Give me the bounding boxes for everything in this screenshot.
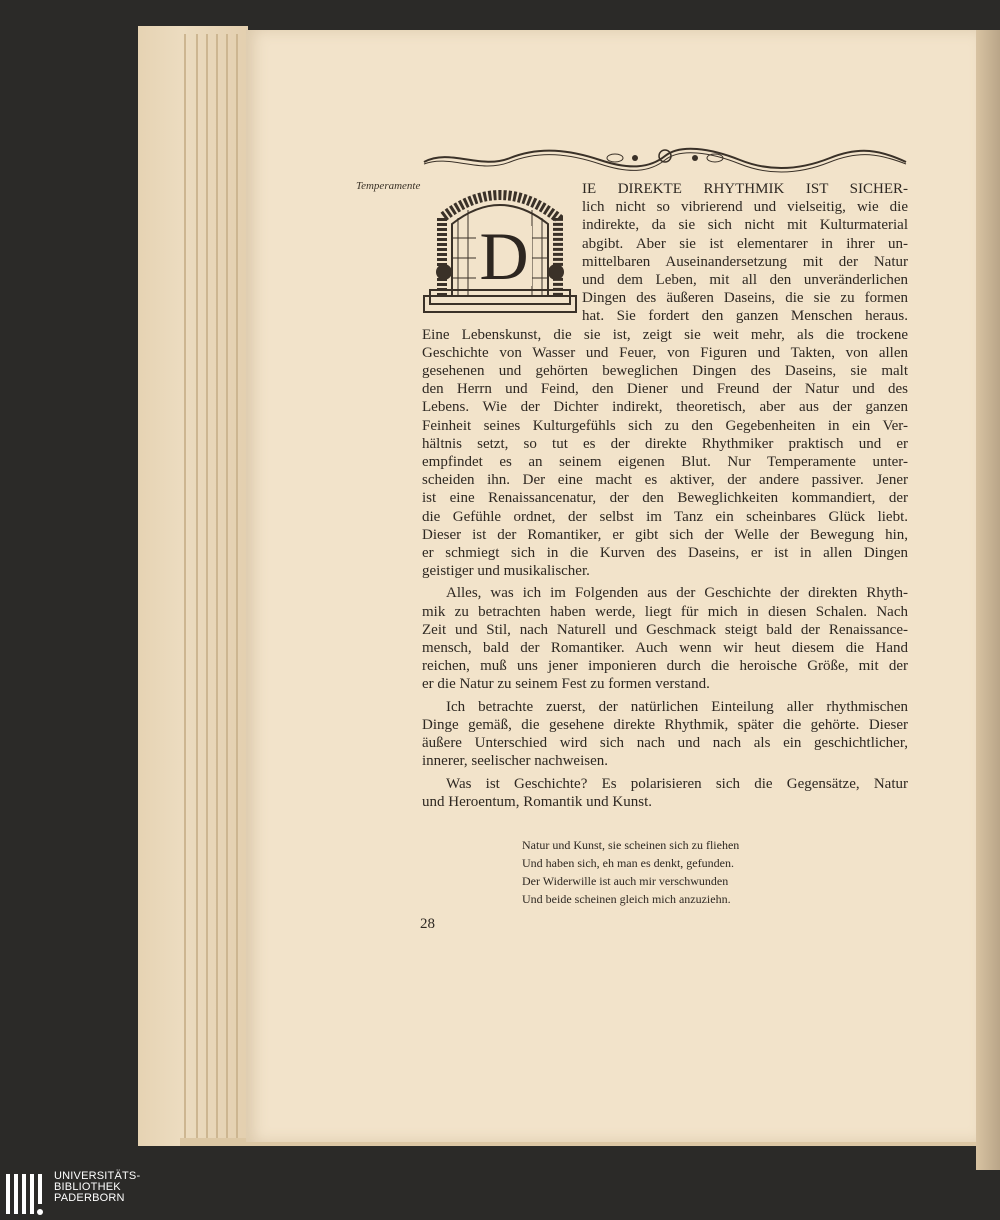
library-logo-text: [54, 1171, 140, 1204]
logo-line: PADERBORN: [54, 1192, 125, 1204]
facing-page-edge: [976, 30, 1000, 1170]
poem-line: Und beide scheinen gleich mich anzuziehn.: [522, 892, 731, 906]
logo-line: BIBLIOTHEK: [54, 1181, 121, 1193]
paragraph-1-beside-initial: [422, 180, 908, 326]
text-line: äußere Unterschied wird sich nach und nach als ein geschichtlicher,: [422, 735, 908, 752]
text-line: Dieser ist der Romantiker, er gibt sich der Welle der Bewegung hin,: [422, 526, 908, 543]
text-line: mik zu betrachten haben werde, liegt für mich in diesen Schalen. Nach: [422, 603, 908, 620]
text-line: empfindet es an seinem eigenen Blut. Nur Temperamente unter-: [422, 454, 908, 471]
text-line: er schmiegt sich in die Kurven des Daseins, er ist in allen Dingen: [422, 545, 908, 562]
poem-line: Und haben sich, eh man es denkt, gefunden.: [522, 856, 734, 870]
text-line: Dinge gemäß, die gesehene direkte Rhythmik, später die gehörte. Dieser: [422, 716, 908, 733]
text-line: lich nicht so vibrierend und vielseitig, wie die: [582, 199, 908, 216]
marginal-note: Temperamente: [356, 180, 421, 192]
page-edge: [216, 34, 218, 1138]
text-line: und dem Leben, mit all den unveränderlichen: [582, 272, 908, 289]
page-edge: [206, 34, 208, 1138]
text-line: Eine Lebenskunst, die sie ist, zeigt sie weit mehr, als die trockene: [422, 326, 908, 343]
text-line: gesehenen und gehörten beweglichen Dingen des Daseins, sie malt: [422, 363, 908, 380]
text-line: Alles, was ich im Folgenden aus der Geschichte der direkten Rhyth-: [446, 585, 908, 602]
text-line: hältnis setzt, so tut es der direkte Rhythmiker praktisch und er: [422, 435, 908, 452]
ornament-header-icon: [420, 144, 910, 174]
initial-letter: D: [476, 226, 532, 286]
text-line: den Herrn und Feind, den Diener und Freund der Natur und des: [422, 381, 908, 398]
poem-quote: [522, 836, 739, 908]
text-line: mittelbaren Auseinandersetzung mit der Natur: [582, 253, 908, 270]
paragraph-2: [422, 584, 908, 693]
book-page-stack: [138, 26, 248, 1146]
text-line: reichen, muß uns jener imponieren durch die heroische Größe, mit der: [422, 658, 908, 675]
page-edge: [226, 34, 228, 1138]
body-text: [422, 180, 908, 815]
logo-line: UNIVERSITÄTS-: [54, 1170, 141, 1182]
text-line: geistiger und musikalischer.: [422, 563, 590, 580]
text-line: mensch, bald der Romantiker. Auch wenn wir heut diesem die Hand: [422, 640, 908, 657]
text-line: abgibt. Aber sie ist elementarer in ihrer un-: [582, 235, 908, 252]
text-line: Ich betrachte zuerst, der natürlichen Einteilung aller rhythmischen: [446, 698, 908, 715]
page-number: 28: [420, 916, 435, 932]
text-line: hat. Sie fordert den ganzen Menschen heraus.: [582, 308, 908, 325]
text-line: ist eine Renaissancenatur, der den Beweglichkeiten kommandiert, der: [422, 490, 908, 507]
page-edge: [236, 34, 238, 1138]
text-line: und Heroentum, Romantik und Kunst.: [422, 793, 652, 810]
page-edge: [196, 34, 198, 1138]
text-line: innerer, seelischer nachweisen.: [422, 753, 608, 770]
text-line: IE DIREKTE RHYTHMIK IST SICHER-: [582, 181, 908, 197]
paragraph-4: [422, 775, 908, 811]
page-edge: [184, 34, 186, 1138]
text-line: Lebens. Wie der Dichter indirekt, theoretisch, aber aus der ganzen: [422, 399, 908, 416]
text-line: Feinheit seines Kulturgefühls sich zu den Gegebenheiten in ein Ver-: [422, 417, 908, 434]
text-line: er die Natur zu seinem Fest zu formen verstand.: [422, 676, 710, 693]
library-logo-icon: [6, 1172, 46, 1216]
paragraph-3: [422, 698, 908, 771]
poem-line: Natur und Kunst, sie scheinen sich zu fliehen: [522, 838, 740, 852]
paragraph-1: [422, 326, 908, 581]
text-line: Geschichte von Wasser und Feuer, von Figuren und Takten, von allen: [422, 344, 908, 361]
text-line: die Gefühle ordnet, der selbst im Tanz ein scheinbares Glück liebt.: [422, 508, 908, 525]
text-line: Zeit und Stil, nach Naturell und Geschmack steigt bald der Renaissance-: [422, 621, 908, 638]
poem-line: Der Widerwille ist auch mir verschwunden: [522, 874, 729, 888]
text-line: Dingen des äußeren Daseins, die sie zu formen: [582, 290, 908, 307]
text-line: scheiden ihn. Der eine macht es aktiver, der andere passiver. Jener: [422, 472, 908, 489]
text-line: indirekte, da sie sich nicht mit Kulturmaterial: [582, 217, 908, 234]
text-line: Was ist Geschichte? Es polarisieren sich die Gegensätze, Natur: [446, 775, 908, 792]
